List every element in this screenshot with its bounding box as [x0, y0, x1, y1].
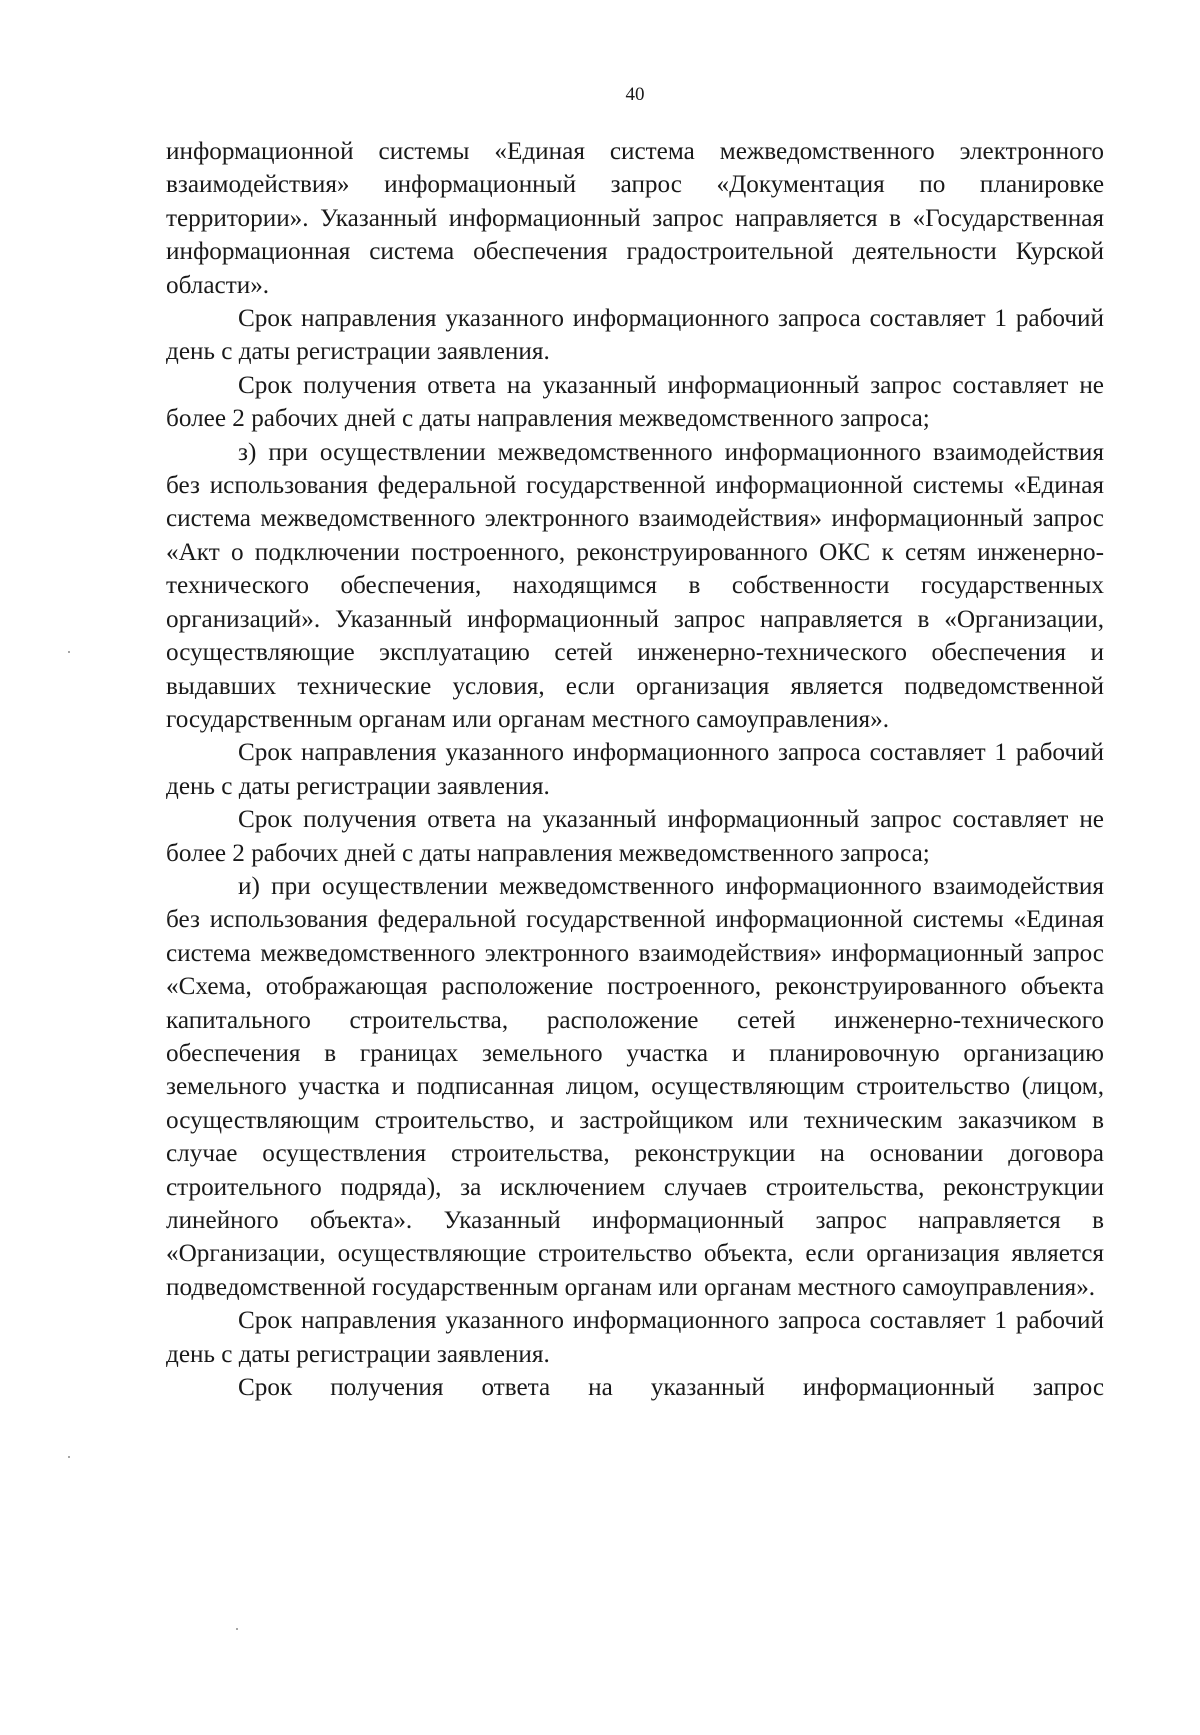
- paragraph-response-deadline: Срок получения ответа на указанный информационный запрос составляет не более 2 рабочих дней с даты направления межведомственного запроса;: [166, 371, 1104, 433]
- paragraph-request-deadline: Срок направления указанного информационного запроса составляет 1 рабочий день с даты регистрации заявления.: [166, 739, 1104, 800]
- paragraph-response-deadline: Срок получения ответа на указанный информационный запрос составляет не более 2 рабочих дней с даты направления межведомственного запроса;: [166, 806, 1104, 867]
- paragraph-response-deadline-partial: Срок получения ответа на указанный информационный запрос: [238, 1374, 1104, 1402]
- paragraph-item-z: з) при осуществлении межведомственного информационного взаимодействия без использования федеральной государственной информационной системы «Единая система межведомственного электронного взаимодействия» информационный запрос «Акт о подключении построенного, реконструированного ОКС к сетям инженерно-технического обеспечения, находящимся в собственности государственных организаций». Указанный информационный запрос направляется в «Организации, осуществляющие эксплуатацию сетей инженерно-технического обеспечения и выдавших технические условия, если организация является подведомственной государственным органам или органам местного самоуправления».: [166, 438, 1104, 733]
- paragraph-item-i: и) при осуществлении межведомственного информационного взаимодействия без использования федеральной государственной информационной системы «Единая система межведомственного электронного взаимодействия» информационный запрос «Схема, отображающая расположение построенного, реконструированного объекта капитального строительства, расположение сетей инженерно-технического обеспечения в границах земельного участка и планировочную организацию земельного участка и подписанная лицом, осуществляющим строительство (лицом, осуществляющим строительство, и застройщиком или техническим заказчиком в случае осуществления строительства, реконструкции на основании договора строительного подряда), за исключением случаев строительства, реконструкции линейного объекта». Указанный информационный запрос направляется в «Организации, осуществляющие строительство объекта, если организация является подведомственной государственным органам или органам местного самоуправления».: [166, 872, 1104, 1301]
- scan-speck: [68, 1456, 70, 1458]
- paragraph-continuation: информационной системы «Единая система межведомственного электронного взаимодействия» информационный запрос «Документация по планировке территории». Указанный информационный запрос направляется в «Государственная информационная система обеспечения градостроительной деятельности Курской области».: [166, 138, 1104, 299]
- scan-speck: [236, 1628, 238, 1630]
- scan-speck: [68, 651, 70, 653]
- page-number: 40: [625, 84, 645, 105]
- paragraph-request-deadline: Срок направления указанного информационного запроса составляет 1 рабочий день с даты регистрации заявления.: [166, 1307, 1104, 1368]
- paragraph-request-deadline: Срок направления указанного информационного запроса составляет 1 рабочий день с даты регистрации заявления.: [166, 305, 1104, 366]
- document-body: [166, 135, 1104, 1404]
